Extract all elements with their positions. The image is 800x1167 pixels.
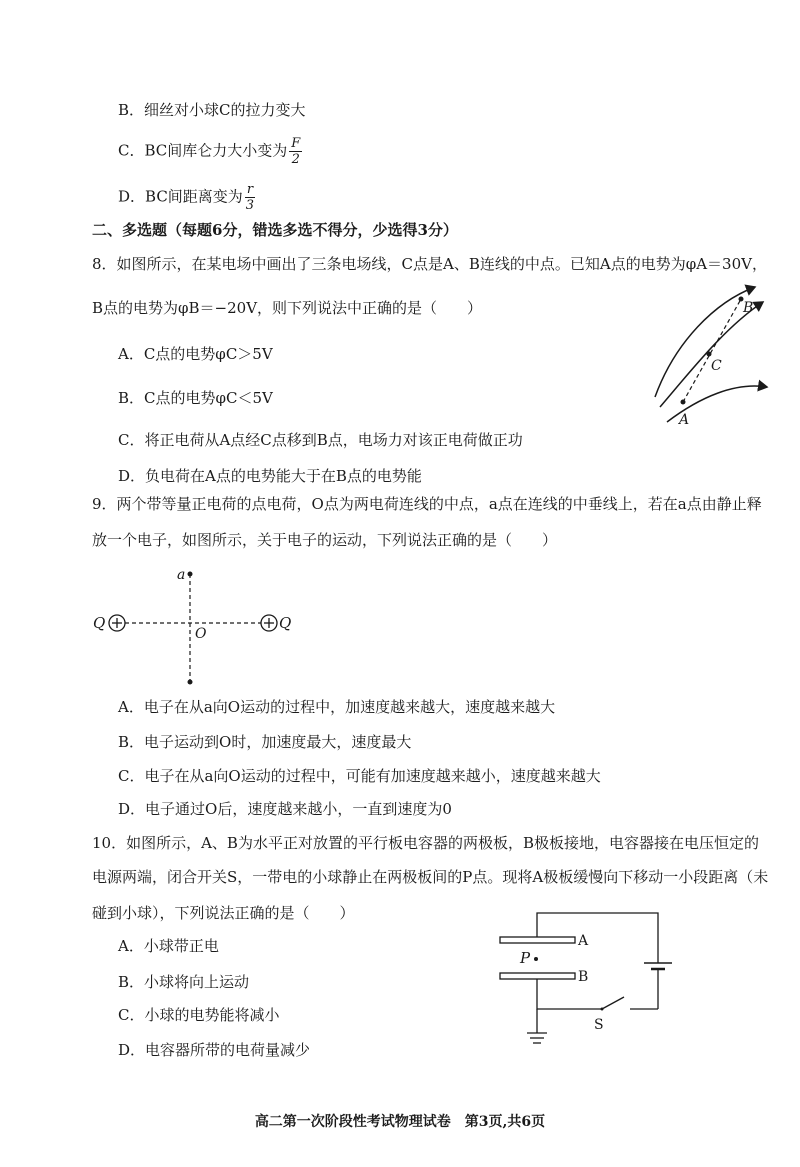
field-line-top xyxy=(655,287,755,397)
label-a: A xyxy=(578,933,589,949)
q7-option-c-fraction xyxy=(289,136,302,167)
q10-stem-line3: 碰到小球），下列说法正确的是（ ） xyxy=(92,904,355,922)
q8-stem-line1: 8．如图所示，在某电场中画出了三条电场线，C点是A、B连线的中点。已知A点的电势为φA＝30V， xyxy=(92,255,767,273)
q7-option-d-fraction xyxy=(245,182,255,213)
q8-field-lines-figure xyxy=(645,282,775,432)
q9-stem-line1: 9．两个带等量正电荷的点电荷，O点为两电荷连线的中点，a点在连线的中垂线上，若在a点由静止释 xyxy=(92,495,762,513)
label-a: a xyxy=(177,567,186,583)
q7-option-b: B．细丝对小球C的拉力变大 xyxy=(118,101,306,119)
q10-option-d: D．电容器所带的电荷量减少 xyxy=(118,1041,311,1059)
plate-a xyxy=(500,937,575,943)
label-q-left: Q xyxy=(93,614,106,632)
q10-option-c: C．小球的电势能将减小 xyxy=(118,1006,280,1024)
label-c: C xyxy=(711,358,722,374)
q8-option-b: B．C点的电势φC＜5V xyxy=(118,389,273,407)
q9-stem-line2: 放一个电子，如图所示，关于电子的运动，下列说法正确的是（ ） xyxy=(92,531,558,549)
left-positive-charge-icon xyxy=(109,615,125,631)
label-p: P xyxy=(520,949,531,967)
label-q-right: Q xyxy=(279,614,292,632)
plate-b xyxy=(500,973,575,979)
q10-stem-line1: 10．如图所示，A、B为水平正对放置的平行板电容器的两极板，B极板接地，电容器接在电压恒定的 xyxy=(92,834,759,852)
page-footer: 高二第一次阶段性考试物理试卷 第3页,共6页 xyxy=(254,1114,546,1130)
q7-option-d xyxy=(118,182,255,213)
fraction-numerator: r xyxy=(246,182,254,197)
q8-stem-line2: B点的电势为φB＝−20V，则下列说法中正确的是（ ） xyxy=(92,299,483,317)
q8-option-a: A．C点的电势φC＞5V xyxy=(118,345,273,363)
point-c xyxy=(707,352,712,357)
ab-dashed-line xyxy=(683,299,741,402)
q8-option-d: D．负电荷在A点的电势能大于在B点的电势能 xyxy=(118,467,422,485)
label-b: B xyxy=(578,969,589,985)
switch-pivot xyxy=(601,1008,604,1011)
q9-option-c: C．电子在从a向O运动的过程中，可能有加速度越来越小，速度越来越大 xyxy=(118,767,601,785)
q10-stem-line2: 电源两端，闭合开关S，一带电的小球静止在两极板间的P点。现将A极板缓慢向下移动一小段距离（未 xyxy=(92,868,769,886)
section-heading: 二、多选题（每题6分，错选多选不得分，少选得3分） xyxy=(92,221,458,239)
q10-option-b: B．小球将向上运动 xyxy=(118,973,250,991)
q8-option-c: C．将正电荷从A点经C点移到B点，电场力对该正电荷做正功 xyxy=(118,431,523,449)
fraction-denominator: 2 xyxy=(291,152,300,167)
fraction-denominator: 3 xyxy=(245,198,255,213)
label-s: S xyxy=(594,1017,604,1033)
label-o: O xyxy=(195,626,207,642)
q10-capacitor-circuit-figure xyxy=(490,905,690,1055)
q9-option-a: A．电子在从a向O运动的过程中，加速度越来越大，速度越来越大 xyxy=(118,698,556,716)
switch-s-blade xyxy=(602,997,624,1009)
q9-option-d: D．电子通过O后，速度越来越小，一直到速度为0 xyxy=(118,800,452,818)
right-positive-charge-icon xyxy=(261,615,277,631)
point-a-dot xyxy=(188,572,193,577)
q9-option-b: B．电子运动到O时，加速度最大，速度最大 xyxy=(118,733,412,751)
label-a: A xyxy=(679,412,690,428)
point-a xyxy=(681,400,686,405)
ground-icon xyxy=(527,1033,547,1043)
q7-option-c-text: C．BC间库仑力大小变为 xyxy=(118,141,288,160)
q7-option-d-text: D．BC间距离变为 xyxy=(118,187,243,206)
fraction-numerator: F xyxy=(291,136,301,151)
label-b: B xyxy=(743,300,754,316)
q7-option-c xyxy=(118,136,302,167)
q9-charges-figure xyxy=(85,560,305,690)
point-p-dot xyxy=(534,957,538,961)
wire-bottom-left xyxy=(537,979,602,1009)
bottom-dot xyxy=(188,680,193,685)
q10-option-a: A．小球带正电 xyxy=(118,937,219,955)
